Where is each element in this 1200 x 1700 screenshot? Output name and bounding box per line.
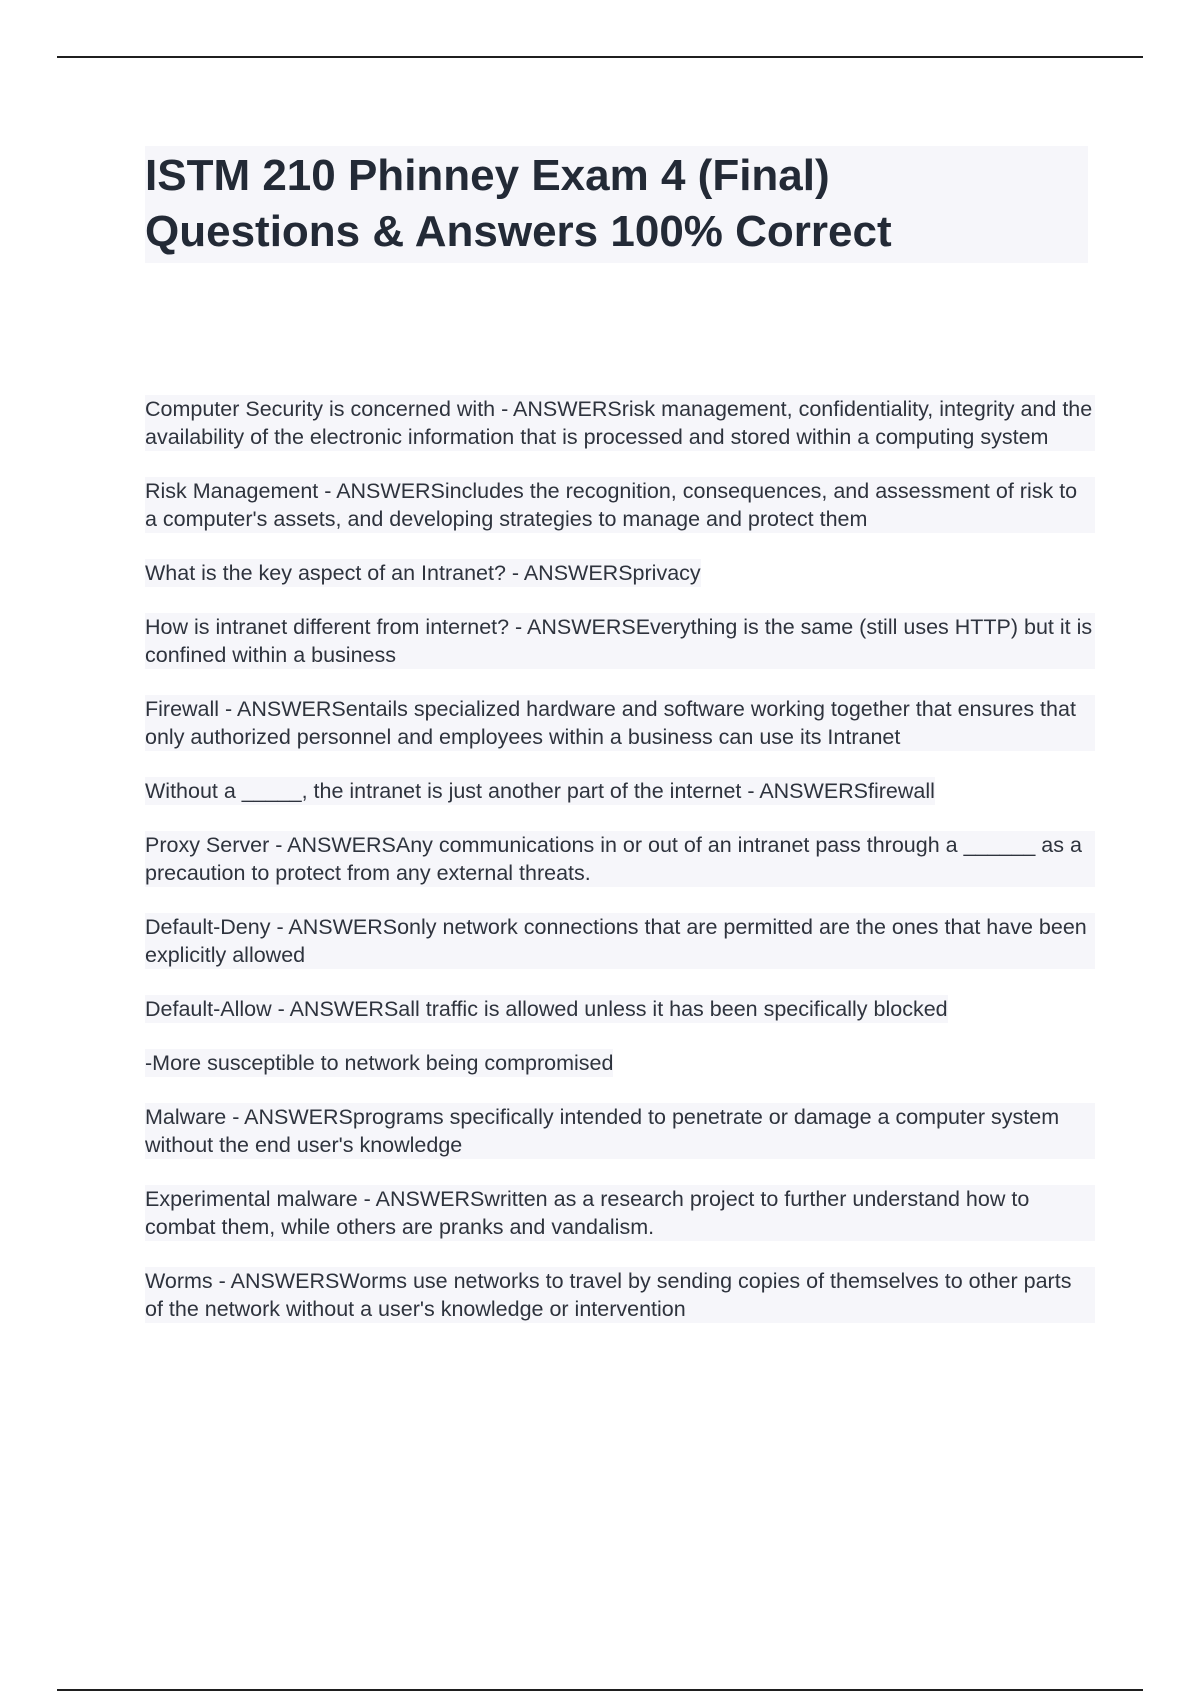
- qa-item-firewall: Firewall - ANSWERSentails specialized hardware and software working together that ensures that only authorized personnel and employees within a business can use its Intranet: [145, 695, 1095, 751]
- qa-item-default-deny: Default-Deny - ANSWERSonly network connections that are permitted are the ones that have been explicitly allowed: [145, 913, 1095, 969]
- qa-item-without-firewall: Without a _____, the intranet is just another part of the internet - ANSWERSfirewall: [145, 779, 935, 803]
- qa-item-intranet-key-aspect: What is the key aspect of an Intranet? - ANSWERSprivacy: [145, 561, 701, 585]
- bottom-rule: [57, 1689, 1143, 1691]
- qa-item-more-susceptible: -More susceptible to network being compromised: [145, 1051, 614, 1075]
- qa-item-malware: Malware - ANSWERSprograms specifically intended to penetrate or damage a computer system without the end user's knowledge: [145, 1103, 1095, 1159]
- document-title: [145, 146, 1088, 263]
- qa-item-experimental-malware: Experimental malware - ANSWERSwritten as a research project to further understand how to combat them, while others are pranks and vandalism.: [145, 1185, 1095, 1241]
- qa-item-computer-security: Computer Security is concerned with - ANSWERSrisk management, confidentiality, integrity and the availability of the electronic information that is processed and stored within a computing system: [145, 395, 1095, 451]
- top-rule: [57, 56, 1143, 58]
- qa-item-worms: Worms - ANSWERSWorms use networks to travel by sending copies of themselves to other parts of the network without a user's knowledge or intervention: [145, 1267, 1095, 1323]
- title-line-2: Questions & Answers 100% Correct: [145, 207, 892, 256]
- title-line-1: ISTM 210 Phinney Exam 4 (Final): [145, 151, 830, 200]
- qa-item-proxy-server: Proxy Server - ANSWERSAny communications in or out of an intranet pass through a ______ as a precaution to protect from any external threats.: [145, 831, 1095, 887]
- qa-item-intranet-vs-internet: How is intranet different from internet? - ANSWERSEverything is the same (still uses HTTP) but it is confined within a business: [145, 613, 1095, 669]
- qa-item-risk-management: Risk Management - ANSWERSincludes the recognition, consequences, and assessment of risk to a computer's assets, and developing strategies to manage and protect them: [145, 477, 1095, 533]
- qa-list: [145, 395, 1095, 1349]
- qa-item-default-allow: Default-Allow - ANSWERSall traffic is allowed unless it has been specifically blocked: [145, 997, 948, 1021]
